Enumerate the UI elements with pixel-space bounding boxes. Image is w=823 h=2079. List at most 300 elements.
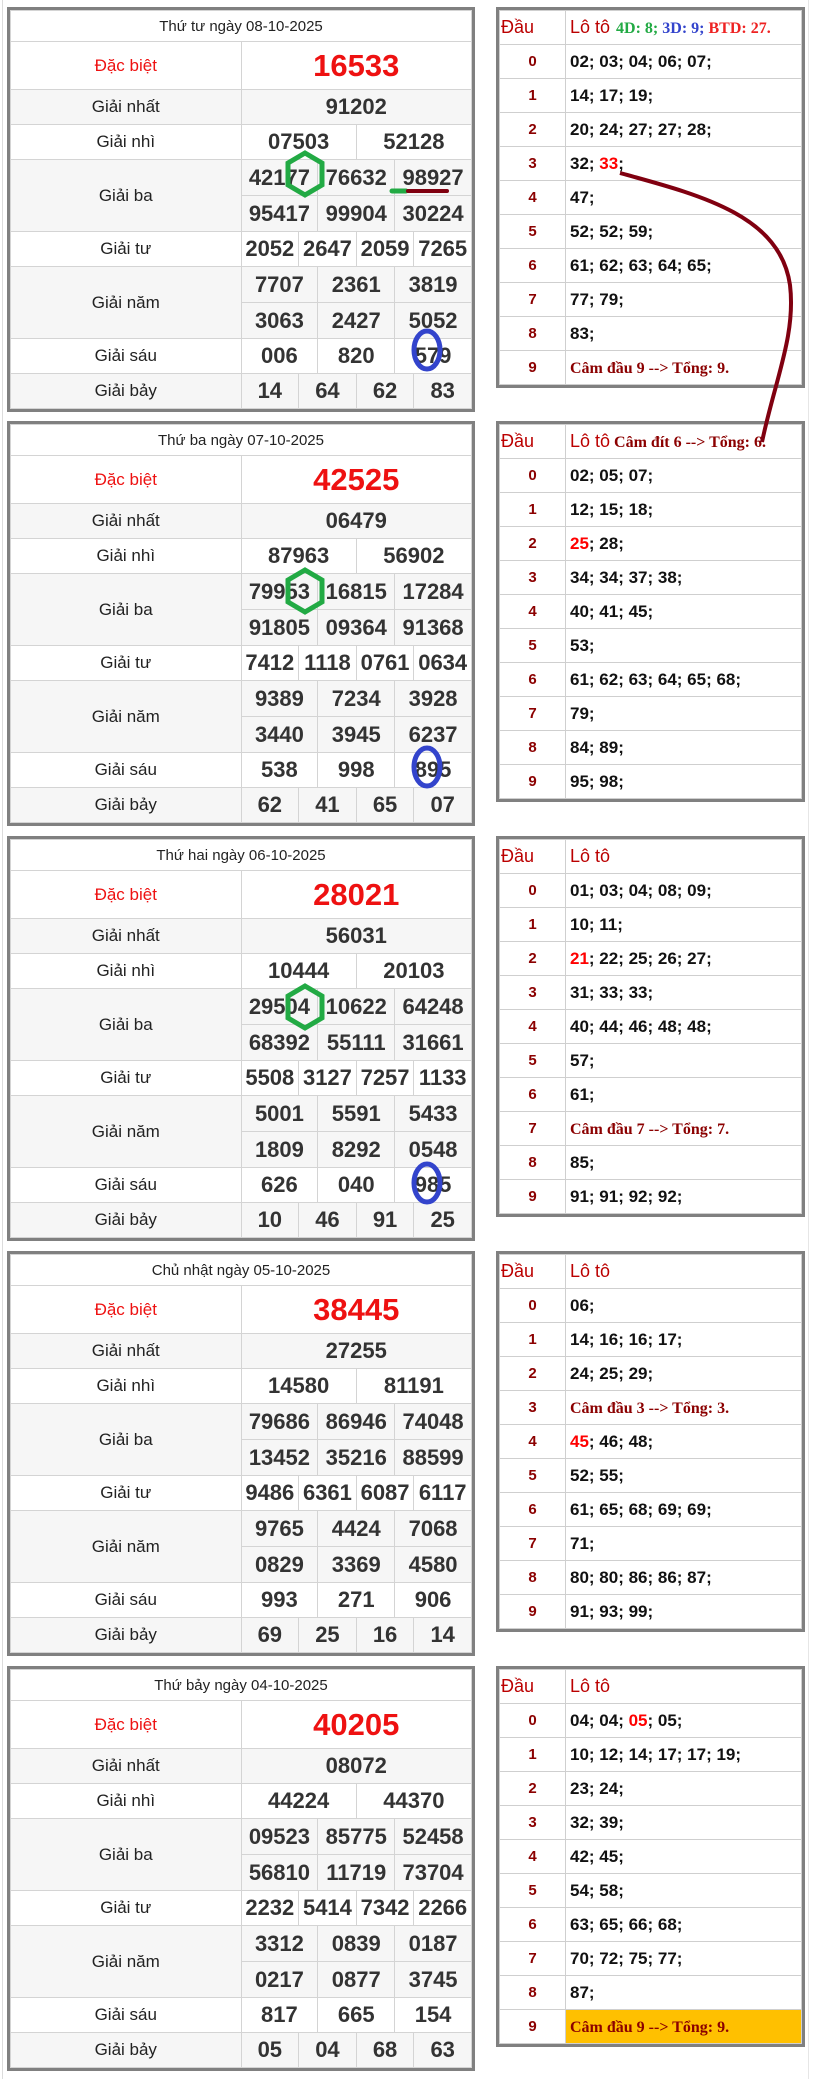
prize-number: 1118	[298, 646, 356, 680]
prize-number: 271	[317, 1583, 394, 1617]
prize-number: 87963	[268, 543, 330, 568]
loto-values: 79;	[566, 697, 802, 731]
label-giai-ba: Giải ba	[11, 1404, 242, 1476]
loto-table	[496, 421, 805, 802]
loto-stat-d3: 3D: 9;	[662, 20, 709, 37]
third-prize-row-2	[242, 609, 472, 645]
label-giai-sau: Giải sáu	[11, 1998, 242, 2033]
loto-values: 14; 16; 16; 17;	[566, 1323, 802, 1357]
loto-dau: 4	[500, 1840, 566, 1874]
label-giai-tu: Giải tư	[11, 1061, 242, 1096]
label-dac-biet: Đặc biệt	[11, 1286, 242, 1334]
loto-header-label: Lô tô	[570, 846, 611, 866]
loto-values: 31; 33; 33;	[566, 976, 802, 1010]
loto-dau: 5	[500, 629, 566, 663]
prize-number: 44224	[268, 1788, 330, 1813]
loto-dau: 2	[500, 1357, 566, 1391]
prize-number: 91805	[248, 614, 310, 640]
prize-number: 11719	[317, 1855, 394, 1890]
label-giai-ba: Giải ba	[11, 574, 242, 646]
draw-title: Chủ nhật ngày 05-10-2025	[11, 1255, 472, 1286]
label-giai-nhi: Giải nhì	[11, 125, 242, 160]
prize-number: 5052	[394, 303, 471, 338]
prize-number: 985	[394, 1168, 471, 1202]
prize-number: 41	[298, 788, 356, 822]
label-giai-nam: Giải năm	[11, 1096, 242, 1168]
label-giai-nhat: Giải nhất	[11, 919, 242, 954]
loto-row	[500, 1146, 802, 1180]
loto-values: 02; 05; 07;	[566, 459, 802, 493]
prize-number: 3819	[394, 267, 471, 302]
prize-number: 04	[298, 2033, 356, 2067]
seventh-prize	[242, 374, 472, 408]
loto-header-dau: Đầu	[500, 1670, 566, 1704]
sixth-prize	[242, 1168, 472, 1202]
loto-row	[500, 1772, 802, 1806]
loto-header-label: Lô tô	[570, 1676, 611, 1696]
loto-row	[500, 1010, 802, 1044]
prize-number: 5433	[394, 1096, 471, 1131]
label-giai-nam: Giải năm	[11, 1511, 242, 1583]
label-giai-nhi: Giải nhì	[11, 1369, 242, 1404]
fourth-prize	[242, 1891, 472, 1925]
loto-dau: 1	[500, 493, 566, 527]
prize-number: 665	[317, 1998, 394, 2032]
loto-dau: 6	[500, 663, 566, 697]
prize-number: 3440	[254, 721, 304, 747]
loto-row	[500, 1806, 802, 1840]
loto-values: 57;	[566, 1044, 802, 1078]
prize-number: 820	[317, 339, 394, 373]
prize-number: 14	[257, 378, 283, 403]
prize-number: 006	[261, 343, 298, 368]
prize-number: 20103	[356, 954, 471, 988]
special-prize: 40205	[241, 1701, 472, 1749]
prize-number: 68	[356, 2033, 414, 2067]
loto-values: 10; 12; 14; 17; 17; 19;	[566, 1738, 802, 1772]
loto-dau: 2	[500, 942, 566, 976]
loto-header-label: Lô tô	[570, 1261, 611, 1281]
results-table	[7, 7, 475, 412]
third-prize-row-1	[242, 1404, 472, 1439]
prize-number: 4580	[394, 1547, 471, 1582]
prize-number: 88599	[394, 1440, 471, 1475]
label-giai-sau: Giải sáu	[11, 1168, 242, 1203]
loto-dau: 1	[500, 1323, 566, 1357]
loto-values: 32; 33;	[566, 147, 802, 181]
loto-values: 84; 89;	[566, 731, 802, 765]
prize-number: 2647	[298, 232, 356, 266]
prize-number: 0877	[317, 1962, 394, 1997]
loto-row	[500, 2010, 802, 2044]
prize-number: 2059	[356, 232, 414, 266]
loto-row	[500, 1976, 802, 2010]
third-prize-row-1	[242, 574, 472, 609]
fourth-prize	[242, 1061, 472, 1095]
loto-dau: 1	[500, 79, 566, 113]
prize-number: 86946	[317, 1404, 394, 1439]
prize-number: 7068	[394, 1511, 471, 1546]
loto-values: 52; 55;	[566, 1459, 802, 1493]
prize-number: 17284	[394, 574, 471, 609]
prize-number: 6237	[394, 717, 471, 752]
loto-values	[566, 351, 802, 385]
fourth-prize	[242, 232, 472, 266]
prize-number: 13452	[248, 1444, 310, 1470]
loto-dau: 2	[500, 1772, 566, 1806]
loto-row	[500, 663, 802, 697]
label-giai-bay: Giải bảy	[11, 374, 242, 409]
loto-dau: 9	[500, 1595, 566, 1629]
loto-values: 40; 41; 45;	[566, 595, 802, 629]
third-prize-row-1	[242, 989, 472, 1024]
loto-row	[500, 181, 802, 215]
loto-values: 23; 24;	[566, 1772, 802, 1806]
loto-dau: 3	[500, 147, 566, 181]
prize-number: 46	[298, 1203, 356, 1237]
prize-number: 44370	[356, 1784, 471, 1818]
loto-row	[500, 1289, 802, 1323]
special-prize: 42525	[241, 456, 472, 504]
loto-row	[500, 942, 802, 976]
third-prize-row-1	[242, 160, 472, 195]
fourth-prize	[242, 1476, 472, 1510]
prize-number: 35216	[317, 1440, 394, 1475]
third-prize-row-2	[242, 195, 472, 231]
third-prize-row-2	[242, 1854, 472, 1890]
loto-row	[500, 1840, 802, 1874]
prize-number: 895	[394, 753, 471, 787]
loto-header-dau: Đầu	[500, 425, 566, 459]
loto-dau: 6	[500, 249, 566, 283]
loto-header-label: Lô tô	[570, 431, 611, 451]
prize-number: 2361	[317, 267, 394, 302]
label-giai-nhat: Giải nhất	[11, 1334, 242, 1369]
loto-values: 10; 11;	[566, 908, 802, 942]
loto-row	[500, 1704, 802, 1738]
loto-stat-btd: BTD: 27.	[708, 20, 771, 37]
prize-number: 3928	[394, 681, 471, 716]
loto-values: 21; 22; 25; 26; 27;	[566, 942, 802, 976]
prize-number: 31661	[394, 1025, 471, 1060]
loto-values: 02; 03; 04; 06; 07;	[566, 45, 802, 79]
prize-number: 95417	[248, 200, 310, 226]
prize-number: 0634	[413, 646, 471, 680]
label-dac-biet: Đặc biệt	[11, 456, 242, 504]
loto-dau: 9	[500, 351, 566, 385]
label-giai-nhat: Giải nhất	[11, 1749, 242, 1784]
loto-row	[500, 1112, 802, 1146]
prize-number: 25	[413, 1203, 471, 1237]
loto-values: 95; 98;	[566, 765, 802, 799]
loto-table	[496, 1251, 805, 1632]
loto-row	[500, 215, 802, 249]
prize-number: 2052	[245, 236, 295, 261]
loto-dau: 6	[500, 1908, 566, 1942]
loto-row	[500, 1738, 802, 1772]
loto-values: 20; 24; 27; 27; 28;	[566, 113, 802, 147]
loto-values: 61;	[566, 1078, 802, 1112]
prize-number: 56902	[356, 539, 471, 573]
loto-values: 53;	[566, 629, 802, 663]
loto-dau: 3	[500, 976, 566, 1010]
first-prize: 27255	[241, 1334, 472, 1369]
loto-dau: 3	[500, 1391, 566, 1425]
prize-number: 7265	[413, 232, 471, 266]
loto-stat-d4: 4D: 8;	[616, 20, 663, 37]
label-dac-biet: Đặc biệt	[11, 42, 242, 90]
prize-number: 52128	[356, 125, 471, 159]
fifth-prize-row-1	[242, 1511, 472, 1546]
special-prize: 38445	[241, 1286, 472, 1334]
label-giai-tu: Giải tư	[11, 1476, 242, 1511]
prize-number: 1809	[254, 1136, 304, 1162]
loto-header	[566, 1670, 802, 1704]
loto-values: 87;	[566, 1976, 802, 2010]
loto-values: 54; 58;	[566, 1874, 802, 1908]
loto-row	[500, 317, 802, 351]
loto-values: 45; 46; 48;	[566, 1425, 802, 1459]
results-table	[7, 421, 475, 826]
cam-dau-note: Câm đầu 3 --> Tổng: 3.	[570, 1399, 730, 1417]
second-prize	[242, 125, 472, 159]
prize-number: 30224	[394, 196, 471, 231]
prize-number: 05	[257, 2037, 283, 2062]
prize-number: 5001	[254, 1100, 304, 1126]
draw-block	[0, 7, 823, 417]
loto-row	[500, 527, 802, 561]
label-giai-nam: Giải năm	[11, 681, 242, 753]
prize-number: 79953	[248, 578, 310, 604]
fifth-prize-row-1	[242, 1096, 472, 1131]
prize-number: 6087	[356, 1476, 414, 1510]
loto-row	[500, 113, 802, 147]
loto-row	[500, 765, 802, 799]
prize-number: 1133	[413, 1061, 471, 1095]
label-giai-bay: Giải bảy	[11, 788, 242, 823]
prize-number: 79686	[248, 1408, 310, 1434]
loto-header-extra	[616, 20, 771, 37]
loto-values	[566, 2010, 802, 2044]
prize-number: 7412	[245, 650, 295, 675]
label-giai-ba: Giải ba	[11, 160, 242, 232]
prize-number: 5414	[298, 1891, 356, 1925]
loto-values: 04; 04; 05; 05;	[566, 1704, 802, 1738]
first-prize: 08072	[241, 1749, 472, 1784]
label-dac-biet: Đặc biệt	[11, 871, 242, 919]
prize-number: 7257	[356, 1061, 414, 1095]
fifth-prize-row-2	[242, 302, 472, 338]
second-prize	[242, 539, 472, 573]
loto-row	[500, 595, 802, 629]
prize-number: 07503	[268, 129, 330, 154]
loto-values: 24; 25; 29;	[566, 1357, 802, 1391]
loto-row	[500, 45, 802, 79]
loto-row	[500, 1180, 802, 1214]
cam-dau-note: Câm đầu 9 --> Tổng: 9.	[570, 2018, 730, 2036]
sixth-prize	[242, 1583, 472, 1617]
loto-row	[500, 79, 802, 113]
prize-number: 3369	[317, 1547, 394, 1582]
label-giai-tu: Giải tư	[11, 232, 242, 267]
special-loto: 21	[570, 948, 589, 968]
loto-dau: 9	[500, 1180, 566, 1214]
prize-number: 73704	[394, 1855, 471, 1890]
prize-number: 154	[394, 1998, 471, 2032]
loto-values: 83;	[566, 317, 802, 351]
prize-number: 14580	[268, 1373, 330, 1398]
loto-dau: 0	[500, 459, 566, 493]
fourth-prize	[242, 646, 472, 680]
fifth-prize-row-2	[242, 716, 472, 752]
loto-row	[500, 1561, 802, 1595]
draw-block	[0, 421, 823, 831]
loto-row	[500, 1942, 802, 1976]
loto-dau: 0	[500, 874, 566, 908]
label-giai-ba: Giải ba	[11, 1819, 242, 1891]
label-giai-sau: Giải sáu	[11, 1583, 242, 1618]
loto-dau: 7	[500, 697, 566, 731]
special-prize: 16533	[241, 42, 472, 90]
loto-values: 12; 15; 18;	[566, 493, 802, 527]
prize-number: 07	[413, 788, 471, 822]
prize-number: 83	[413, 374, 471, 408]
prize-number: 85775	[317, 1819, 394, 1854]
special-loto: 05	[628, 1710, 648, 1730]
prize-number: 3063	[254, 307, 304, 333]
prize-number: 3745	[394, 1962, 471, 1997]
label-giai-nhi: Giải nhì	[11, 1784, 242, 1819]
loto-row	[500, 1908, 802, 1942]
loto-row	[500, 561, 802, 595]
loto-dau: 5	[500, 1044, 566, 1078]
prize-number: 7342	[356, 1891, 414, 1925]
draw-title: Thứ tư ngày 08-10-2025	[11, 11, 472, 42]
loto-row	[500, 976, 802, 1010]
loto-row	[500, 147, 802, 181]
seventh-prize	[242, 1203, 472, 1237]
loto-row	[500, 1323, 802, 1357]
loto-dau: 9	[500, 765, 566, 799]
loto-table	[496, 7, 805, 388]
prize-number: 81191	[356, 1369, 471, 1403]
loto-values: 91; 91; 92; 92;	[566, 1180, 802, 1214]
third-prize-row-2	[242, 1439, 472, 1475]
loto-row	[500, 1459, 802, 1493]
special-loto: 45	[570, 1431, 589, 1451]
label-giai-bay: Giải bảy	[11, 2033, 242, 2068]
prize-number: 9486	[245, 1480, 295, 1505]
fifth-prize-row-1	[242, 681, 472, 716]
loto-row	[500, 1527, 802, 1561]
prize-number: 29504	[248, 993, 310, 1019]
prize-number: 3127	[298, 1061, 356, 1095]
loto-values: 61; 62; 63; 64; 65; 68;	[566, 663, 802, 697]
loto-row	[500, 283, 802, 317]
fifth-prize-row-2	[242, 1961, 472, 1997]
prize-number: 99904	[317, 196, 394, 231]
prize-number: 3312	[254, 1930, 304, 1956]
loto-header-dau: Đầu	[500, 840, 566, 874]
prize-number: 0187	[394, 1926, 471, 1961]
loto-dau: 4	[500, 1425, 566, 1459]
label-giai-nhi: Giải nhì	[11, 539, 242, 574]
loto-values: 91; 93; 99;	[566, 1595, 802, 1629]
sixth-prize	[242, 339, 472, 373]
prize-number: 538	[261, 757, 298, 782]
loto-header-label: Lô tô	[570, 17, 611, 37]
fifth-prize-row-1	[242, 1926, 472, 1961]
seventh-prize	[242, 788, 472, 822]
prize-number: 2266	[413, 1891, 471, 1925]
loto-values: 71;	[566, 1527, 802, 1561]
loto-values: 47;	[566, 181, 802, 215]
label-giai-nhat: Giải nhất	[11, 90, 242, 125]
prize-number: 16815	[317, 574, 394, 609]
prize-number: 56810	[248, 1859, 310, 1885]
loto-header-dau: Đầu	[500, 1255, 566, 1289]
loto-dau: 5	[500, 1459, 566, 1493]
prize-number: 5508	[245, 1065, 295, 1090]
fifth-prize-row-2	[242, 1546, 472, 1582]
second-prize	[242, 1369, 472, 1403]
prize-number: 8292	[317, 1132, 394, 1167]
loto-values: 52; 52; 59;	[566, 215, 802, 249]
prize-number: 817	[261, 2002, 298, 2027]
loto-values: 80; 80; 86; 86; 87;	[566, 1561, 802, 1595]
prize-number: 25	[298, 1618, 356, 1652]
loto-values: 42; 45;	[566, 1840, 802, 1874]
prize-number: 63	[413, 2033, 471, 2067]
prize-number: 10	[257, 1207, 283, 1232]
results-table	[7, 1251, 475, 1656]
loto-dau: 2	[500, 527, 566, 561]
prize-number: 0829	[254, 1551, 304, 1577]
prize-number: 98927	[394, 160, 471, 195]
loto-dau: 1	[500, 1738, 566, 1772]
loto-values: 70; 72; 75; 77;	[566, 1942, 802, 1976]
loto-table	[496, 836, 805, 1217]
loto-values: 63; 65; 66; 68;	[566, 1908, 802, 1942]
loto-dau: 6	[500, 1078, 566, 1112]
loto-dau: 8	[500, 1561, 566, 1595]
loto-row	[500, 1044, 802, 1078]
label-giai-ba: Giải ba	[11, 989, 242, 1061]
prize-number: 0839	[317, 1926, 394, 1961]
prize-number: 3945	[317, 717, 394, 752]
loto-dau: 0	[500, 1704, 566, 1738]
loto-row	[500, 908, 802, 942]
prize-number: 68392	[248, 1029, 310, 1055]
loto-header	[566, 840, 802, 874]
third-prize-row-1	[242, 1819, 472, 1854]
label-giai-tu: Giải tư	[11, 1891, 242, 1926]
loto-row	[500, 493, 802, 527]
results-table	[7, 1666, 475, 2071]
loto-row	[500, 351, 802, 385]
label-giai-bay: Giải bảy	[11, 1203, 242, 1238]
prize-number: 09364	[317, 610, 394, 645]
loto-header	[566, 11, 802, 45]
loto-row	[500, 1595, 802, 1629]
loto-values	[566, 1112, 802, 1146]
loto-dau: 9	[500, 2010, 566, 2044]
second-prize	[242, 1784, 472, 1818]
loto-values: 40; 44; 46; 48; 48;	[566, 1010, 802, 1044]
prize-number: 91	[356, 1203, 414, 1237]
prize-number: 0217	[254, 1966, 304, 1992]
prize-number: 55111	[317, 1025, 394, 1060]
